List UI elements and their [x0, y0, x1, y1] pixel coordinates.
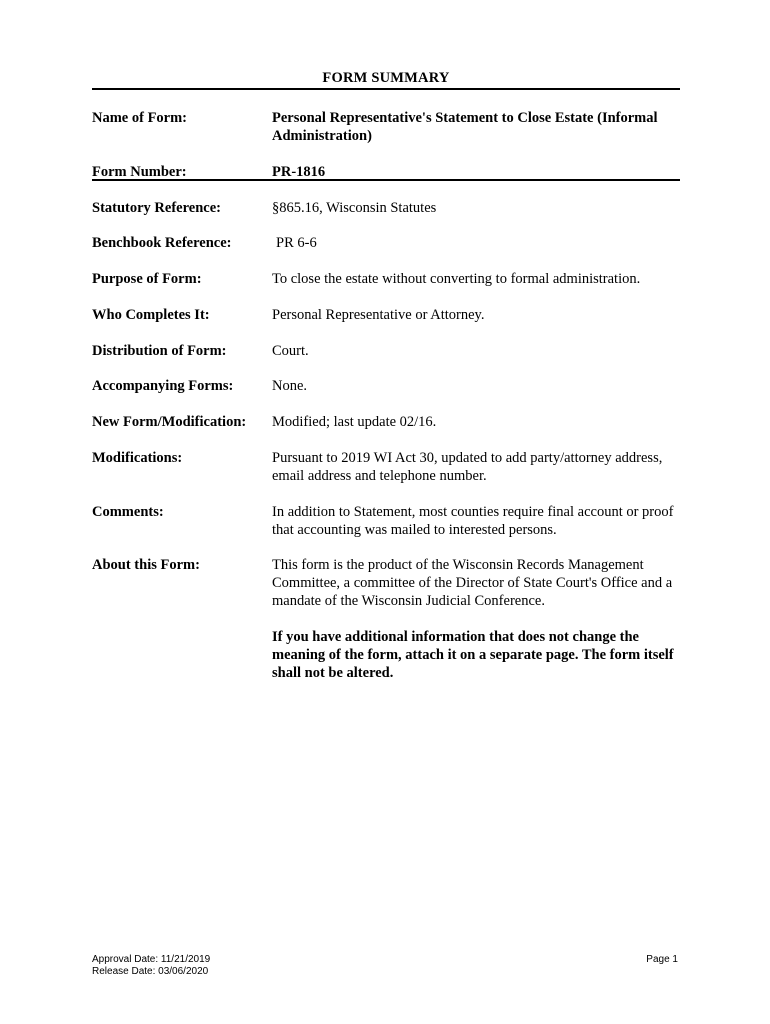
new-form-modification-label: New Form/Modification:	[92, 414, 247, 430]
benchbook-reference-value: PR 6-6	[276, 235, 317, 251]
distribution-value: Court.	[272, 343, 309, 359]
distribution-label: Distribution of Form:	[92, 343, 227, 359]
modifications-value: Pursuant to 2019 WI Act 30, updated to add party/attorney address, email address and telephone number.	[272, 450, 663, 484]
who-completes-value: Personal Representative or Attorney.	[272, 307, 485, 323]
accompanying-forms-label: Accompanying Forms:	[92, 378, 234, 394]
new-form-modification-value: Modified; last update 02/16.	[272, 414, 437, 430]
accompanying-forms-value: None.	[272, 378, 308, 394]
modifications-label: Modifications:	[92, 450, 183, 466]
about-notice: If you have additional information that does not change the meaning of the form, attach it on a separate page. The form itself shall not be altered.	[272, 629, 674, 681]
purpose-value: To close the estate without converting to formal administration.	[272, 271, 641, 287]
about-label: About this Form:	[92, 557, 200, 573]
about-value: This form is the product of the Wisconsin Records Management Committee, a committee of the Director of State Court's Office and a mandate of the Wisconsin Judicial Conference.	[272, 557, 673, 609]
form-number-divider	[92, 179, 680, 181]
benchbook-reference-label: Benchbook Reference:	[92, 235, 232, 251]
name-of-form-value: Personal Representative's Statement to Close Estate (Informal Administration)	[272, 110, 658, 144]
purpose-label: Purpose of Form:	[92, 271, 202, 287]
form-number-label: Form Number:	[92, 164, 187, 180]
comments-label: Comments:	[92, 504, 164, 520]
release-date: Release Date: 03/06/2020	[92, 966, 209, 977]
statutory-reference-label: Statutory Reference:	[92, 200, 221, 216]
who-completes-label: Who Completes It:	[92, 307, 210, 323]
approval-date: Approval Date: 11/21/2019	[92, 954, 211, 965]
comments-value: In addition to Statement, most counties require final account or proof that accounting was mailed to interested persons.	[272, 504, 674, 538]
page-title: FORM SUMMARY	[322, 70, 450, 86]
name-of-form-label: Name of Form:	[92, 110, 188, 126]
page-number: Page 1	[646, 954, 678, 965]
statutory-reference-value: §865.16, Wisconsin Statutes	[272, 200, 437, 216]
form-number-value: PR-1816	[272, 164, 326, 180]
title-divider	[92, 88, 680, 90]
